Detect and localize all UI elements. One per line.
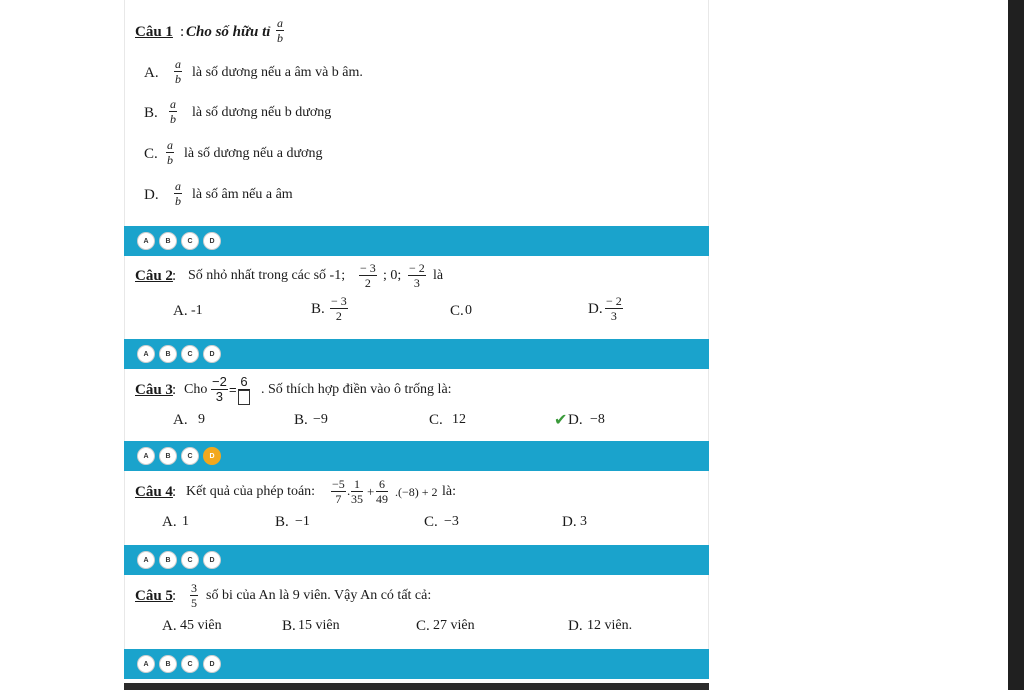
option-letter-c[interactable]: C.: [429, 412, 443, 428]
answer-bubble-a[interactable]: A: [137, 345, 155, 363]
question-card-2: Câu 2 : Số nhỏ nhất trong các số -1; $\frac{- 3}{2}$ ; 0; $\frac{- 2}{3}$ là A. -1 B. $\frac{- 3}{2}$ C. 0 D. $\frac{- 2}{3}$: [124, 256, 709, 339]
option-letter-a[interactable]: A.: [173, 303, 188, 319]
option-letter-c[interactable]: C.: [424, 514, 438, 530]
option-text: 3: [580, 514, 587, 529]
answer-bubble-d[interactable]: D: [203, 655, 221, 673]
option-text: là số dương nếu a âm và b âm.: [192, 65, 363, 80]
question-text: Số nhỏ nhất trong các số -1;: [188, 268, 346, 283]
answer-bar-3: [124, 441, 709, 471]
option-text: 9: [198, 412, 205, 427]
option-letter-a[interactable]: A.: [173, 412, 188, 428]
option-text: −9: [313, 412, 328, 427]
option-text: 0: [465, 303, 472, 318]
correct-check-icon: ✔: [554, 410, 568, 429]
fraction: $\frac{-2}{3}$: [212, 374, 227, 404]
option-letter-b[interactable]: B.: [282, 618, 296, 634]
question-card-3: Câu 3 : Cho $\frac{-2}{3}$ = 6 . Số thích hợp điền vào ô trống là: A. 9 B. −9 C. 12 ✔ D. −8: [124, 369, 709, 441]
answer-bubble-a[interactable]: A: [137, 232, 155, 250]
option-text: 12 viên.: [587, 618, 633, 633]
fraction: $\frac{- 2}{3}$: [409, 261, 425, 290]
answer-bubble-d[interactable]: D: [203, 551, 221, 569]
option-fraction: $\frac{a}{b}$: [175, 57, 181, 86]
answer-bubble-b[interactable]: B: [159, 345, 177, 363]
answer-bubble-a[interactable]: A: [137, 655, 155, 673]
option-text: 27 viên: [433, 618, 475, 633]
question-label: Câu 3: [135, 382, 173, 398]
answer-bar-1: [124, 226, 709, 256]
question-text: Kết quả của phép toán:: [186, 484, 316, 499]
question-label: Câu 5: [135, 588, 173, 604]
option-text: 45 viên: [180, 618, 222, 633]
answer-bar-4: [124, 545, 709, 575]
option-fraction: $\frac{a}{b}$: [175, 179, 181, 208]
option-text: -1: [191, 303, 203, 318]
option-letter-b[interactable]: B.: [275, 514, 289, 530]
answer-bubble-b[interactable]: B: [159, 655, 177, 673]
question-label: Câu 2: [135, 268, 173, 284]
option-text: là số âm nếu a âm: [192, 187, 293, 202]
option-letter-d[interactable]: D.: [568, 412, 583, 428]
option-letter-d[interactable]: D.: [144, 187, 159, 203]
question-card-5: Câu 5 : $\frac{3}{5}$ số bi của An là 9 viên. Vậy An có tất cả: A. 45 viên B. 15 viên C. 27 viên D. 12 viên.: [124, 575, 709, 649]
answer-bubble-c[interactable]: C: [181, 447, 199, 465]
question-text: số bi của An là 9 viên. Vậy An có tất cả:: [206, 588, 432, 603]
fraction: $\frac{1}{35}$: [351, 477, 363, 506]
option-letter-a[interactable]: A.: [162, 618, 177, 634]
option-fraction: $\frac{- 3}{2}$: [331, 294, 347, 323]
answer-bubble-c[interactable]: C: [181, 655, 199, 673]
right-dark-edge: [1008, 0, 1024, 690]
blank-box: [238, 390, 250, 405]
option-letter-d[interactable]: D.: [588, 301, 603, 317]
answer-bubble-d-selected[interactable]: D: [203, 447, 221, 465]
question-text: Cho số hữu tỉ: [186, 24, 271, 40]
fraction: $\frac{a}{b}$: [277, 16, 283, 45]
option-text: −1: [295, 514, 310, 529]
option-letter-b[interactable]: B.: [311, 301, 325, 317]
option-letter-b[interactable]: B.: [144, 105, 158, 121]
question-card-1: Câu 1 : Cho số hữu tỉ $\frac{a}{b}$ A. $\frac{a}{b}$ là số dương nếu a âm và b âm. B. $\frac{a}{b}$ là số dương nếu b dương C. $\frac{a}{b}$ là số dương nếu a dương D. $\frac{a}{b}$ là số âm nếu a âm: [124, 0, 709, 226]
option-text: là số dương nếu a dương: [184, 146, 323, 161]
question-label: Câu 1: [135, 24, 173, 40]
answer-bubble-b[interactable]: B: [159, 551, 177, 569]
question-label: Câu 4: [135, 484, 173, 500]
answer-bar-5: [124, 649, 709, 679]
answer-bubble-d[interactable]: D: [203, 345, 221, 363]
option-letter-a[interactable]: A.: [162, 514, 177, 530]
answer-bubble-a[interactable]: A: [137, 447, 155, 465]
fraction: $\frac{3}{5}$: [191, 581, 197, 610]
option-letter-d[interactable]: D.: [568, 618, 583, 634]
fraction: $\frac{6}{49}$: [376, 477, 388, 506]
answer-bubble-c[interactable]: C: [181, 232, 199, 250]
question-card-4: Câu 4 : Kết quả của phép toán: $\frac{-5}{7}$ . $\frac{1}{35}$ + $\frac{6}{49}$ .(−8) + 2 là: A. 1 B. −1 C. −3 D. 3: [124, 471, 709, 545]
fraction: $\frac{-5}{7}$: [332, 477, 345, 506]
option-letter-d[interactable]: D.: [562, 514, 577, 530]
fraction-blank: 6: [238, 375, 250, 408]
answer-bubble-a[interactable]: A: [137, 551, 155, 569]
option-fraction: $\frac{- 2}{3}$: [606, 294, 622, 323]
answer-bar-2: [124, 339, 709, 369]
option-letter-c[interactable]: C.: [144, 146, 158, 162]
option-letter-a[interactable]: A.: [144, 65, 159, 81]
option-fraction: $\frac{a}{b}$: [170, 97, 176, 126]
option-text: 15 viên: [298, 618, 340, 633]
option-letter-b[interactable]: B.: [294, 412, 308, 428]
option-letter-c[interactable]: C.: [416, 618, 430, 634]
option-text: 12: [452, 412, 466, 427]
question-text: Cho: [184, 382, 208, 397]
option-text: là số dương nếu b dương: [192, 105, 332, 120]
fraction: $\frac{- 3}{2}$: [360, 261, 376, 290]
bottom-dark-strip: [124, 683, 709, 690]
option-text: −3: [444, 514, 459, 529]
answer-bubble-b[interactable]: B: [159, 232, 177, 250]
option-text: −8: [590, 412, 605, 427]
answer-bubble-d[interactable]: D: [203, 232, 221, 250]
option-fraction: $\frac{a}{b}$: [167, 138, 173, 167]
answer-bubble-b[interactable]: B: [159, 447, 177, 465]
answer-bubble-c[interactable]: C: [181, 551, 199, 569]
option-text: 1: [182, 514, 189, 529]
answer-bubble-c[interactable]: C: [181, 345, 199, 363]
option-letter-c[interactable]: C.: [450, 303, 464, 319]
